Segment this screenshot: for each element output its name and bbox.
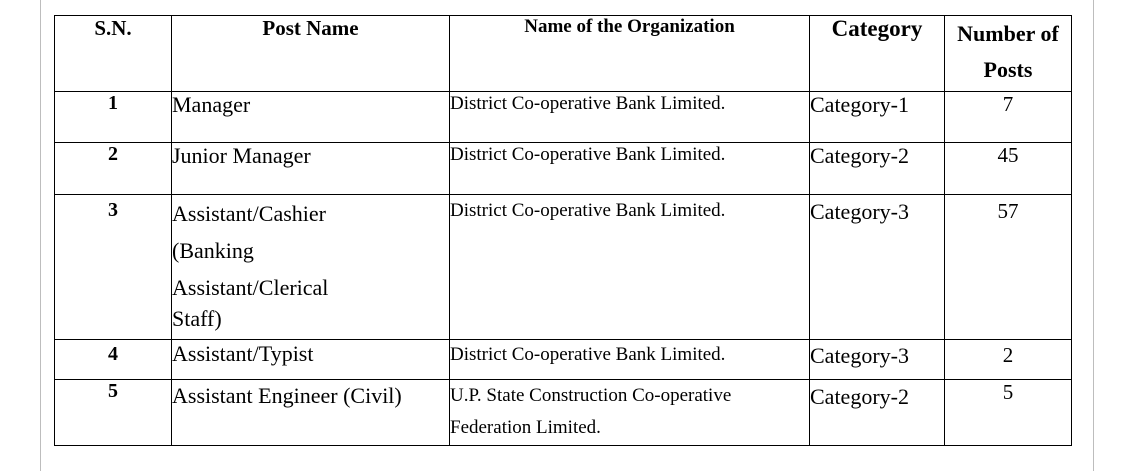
cell-sn: 3 <box>55 195 172 340</box>
cell-organization: District Co-operative Bank Limited. <box>450 92 810 143</box>
table-header-row <box>55 16 1072 92</box>
cell-post-name <box>172 195 450 340</box>
table-row <box>55 195 1072 340</box>
organization-line: Federation Limited. <box>450 417 601 438</box>
cell-category: Category-2 <box>810 380 945 446</box>
cell-organization: District Co-operative Bank Limited. <box>450 143 810 195</box>
table-row <box>55 340 1072 380</box>
header-post-name: Post Name <box>172 16 450 92</box>
cell-number-of-posts: 2 <box>945 340 1072 380</box>
cell-number-of-posts: 7 <box>945 92 1072 143</box>
header-number-of-posts: Number of Posts <box>945 16 1072 92</box>
header-organization: Name of the Organization <box>450 16 810 92</box>
post-name-line: Assistant/Clerical <box>172 275 329 300</box>
header-sn: S.N. <box>55 16 172 92</box>
table-row <box>55 380 1072 446</box>
cell-number-of-posts: 57 <box>945 195 1072 340</box>
cell-post-name: Manager <box>172 92 450 143</box>
cell-number-of-posts: 5 <box>945 380 1072 446</box>
cell-sn: 4 <box>55 340 172 380</box>
cell-category: Category-1 <box>810 92 945 143</box>
post-name-line: (Banking <box>172 238 254 263</box>
table-row <box>55 143 1072 195</box>
table-row <box>55 92 1072 143</box>
cell-organization: District Co-operative Bank Limited. <box>450 340 810 380</box>
cell-category: Category-2 <box>810 143 945 195</box>
cell-sn: 5 <box>55 380 172 446</box>
posts-table <box>54 15 1072 446</box>
post-name-line: Staff) <box>172 306 222 331</box>
post-name-line: Assistant/Cashier <box>172 201 326 226</box>
cell-organization <box>450 380 810 446</box>
cell-post-name: Junior Manager <box>172 143 450 195</box>
organization-line: U.P. State Construction Co-operative <box>450 385 732 406</box>
cell-number-of-posts: 45 <box>945 143 1072 195</box>
cell-post-name: Assistant/Typist <box>172 340 450 380</box>
cell-category: Category-3 <box>810 195 945 340</box>
page-border-left <box>40 0 41 471</box>
cell-post-name: Assistant Engineer (Civil) <box>172 380 450 446</box>
header-category: Category <box>810 16 945 92</box>
cell-sn: 2 <box>55 143 172 195</box>
cell-organization: District Co-operative Bank Limited. <box>450 195 810 340</box>
page-border-right <box>1093 0 1094 471</box>
cell-category: Category-3 <box>810 340 945 380</box>
cell-sn: 1 <box>55 92 172 143</box>
